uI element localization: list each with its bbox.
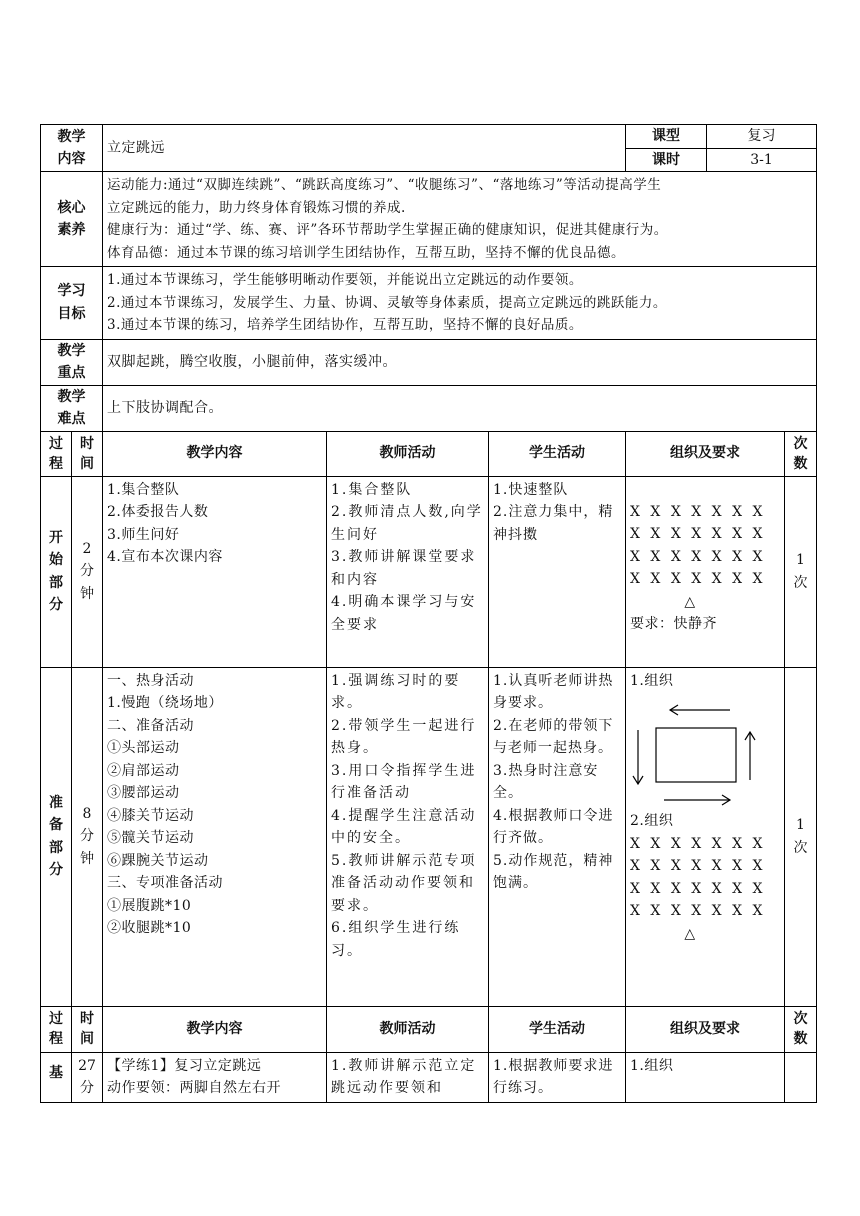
phase-start: 开 始 部 分 bbox=[41, 476, 72, 667]
arrow-down-icon bbox=[633, 730, 643, 784]
lesson-period-label: 课时 bbox=[626, 148, 707, 172]
formation-row: X X X X X X X bbox=[630, 548, 766, 565]
time-start: 2 分 钟 bbox=[72, 476, 103, 667]
col-content: 教学内容 bbox=[103, 1006, 327, 1052]
goal-line: 3.通过本节课的练习，培养学生团结协作，互帮互助，坚持不懈的良好品质。 bbox=[107, 317, 583, 333]
field-rect bbox=[656, 728, 736, 782]
count-prep: 1 次 bbox=[785, 667, 817, 1006]
formation-row: X X X X X X X bbox=[630, 903, 766, 919]
difficulty-label: 教学难点 bbox=[41, 385, 103, 431]
arrow-right-icon bbox=[664, 795, 730, 805]
list-item: 二、准备活动 bbox=[107, 717, 194, 734]
col-process: 过程 bbox=[41, 1006, 72, 1052]
key-points-label: 教学重点 bbox=[41, 339, 103, 385]
list-item: 6.组织学生进行练习。 bbox=[331, 920, 461, 959]
lesson-plan-table bbox=[40, 124, 817, 1103]
phase-basic: 基 bbox=[41, 1052, 72, 1102]
list-item: 4.提醒学生注意活动中的安全。 bbox=[331, 807, 477, 846]
basic-org bbox=[626, 1052, 785, 1102]
col-student: 学生活动 bbox=[489, 1006, 626, 1052]
col-org: 组织及要求 bbox=[626, 1006, 785, 1052]
list-item: 5.动作规范，精神饱满。 bbox=[493, 852, 614, 891]
list-item: 4.明确本课学习与安全要求 bbox=[331, 594, 477, 633]
list-item: 2.带领学生一起进行热身。 bbox=[331, 717, 477, 756]
count-basic bbox=[785, 1052, 817, 1102]
running-route-diagram bbox=[630, 692, 780, 810]
start-org bbox=[626, 476, 785, 667]
list-item: 3.教师讲解课堂要求和内容 bbox=[331, 549, 477, 588]
basic-content bbox=[103, 1052, 327, 1102]
teacher-position-icon: △ bbox=[684, 925, 696, 942]
list-item: 一、热身活动 bbox=[107, 672, 194, 689]
col-org: 组织及要求 bbox=[626, 431, 785, 476]
list-item: 3.热身时注意安全。 bbox=[493, 762, 599, 801]
list-item: 2.教师清点人数,向学生问好 bbox=[331, 504, 483, 543]
goal-line: 2.通过本节课练习，发展学生、力量、协调、灵敏等身体素质，提高立定跳远的跳跃能力。 bbox=[107, 294, 667, 311]
list-item: ①头部运动 bbox=[107, 740, 180, 756]
list-item: 3.师生问好 bbox=[107, 526, 180, 543]
formation-row: X X X X X X X bbox=[630, 571, 766, 587]
list-item: 2.在老师的带领下与老师一起热身。 bbox=[493, 717, 614, 756]
start-teacher bbox=[327, 476, 489, 667]
core-label: 核心素养 bbox=[41, 172, 103, 267]
core-line: 体育品德：通过本节课的练习培训学生团结协作，互帮互助，坚持不懈的优良品德。 bbox=[107, 244, 625, 261]
start-content bbox=[103, 476, 327, 667]
core-content bbox=[103, 172, 817, 267]
list-item: 2.注意力集中，精神抖擞 bbox=[493, 504, 614, 543]
col-process: 过程 bbox=[41, 431, 72, 476]
running-route-svg bbox=[630, 692, 780, 810]
list-item: 1.集合整队 bbox=[107, 481, 180, 498]
start-student bbox=[489, 476, 626, 667]
list-item: 3.用口令指挥学生进行准备活动 bbox=[331, 762, 477, 801]
list-item: 1.根据教师要求进行练习。 bbox=[493, 1057, 614, 1096]
prep-student bbox=[489, 667, 626, 1006]
list-item: ⑥踝腕关节运动 bbox=[107, 852, 209, 869]
list-item: 动作要领：两脚自然左右开 bbox=[107, 1080, 281, 1096]
col-count: 次数 bbox=[785, 431, 817, 476]
list-item: 5.教师讲解示范专项准备活动动作要领和要求。 bbox=[331, 852, 477, 914]
list-item: ④膝关节运动 bbox=[107, 807, 194, 824]
list-item: 4.宣布本次课内容 bbox=[107, 549, 223, 565]
list-item: 【学练1】复习立定跳远 bbox=[107, 1057, 262, 1074]
prep-org bbox=[626, 667, 785, 1006]
list-item: 三、专项准备活动 bbox=[107, 875, 223, 891]
col-teacher: 教师活动 bbox=[327, 431, 489, 476]
list-item: 1.集合整队 bbox=[331, 481, 413, 498]
col-teacher: 教师活动 bbox=[327, 1006, 489, 1052]
list-item: 1.教师讲解示范立定跳远动作要领和 bbox=[331, 1057, 477, 1096]
col-content: 教学内容 bbox=[103, 431, 327, 476]
list-item: 1.强调练习时的要求。 bbox=[331, 672, 461, 711]
list-item: ③腰部运动 bbox=[107, 785, 180, 801]
core-line: 运动能力:通过“双脚连续跳”、“跳跃高度练习”、“收腿练习”、“落地练习”等活动提高学生 bbox=[107, 177, 662, 193]
list-item: ②肩部运动 bbox=[107, 762, 180, 779]
col-count: 次数 bbox=[785, 1006, 817, 1052]
phase-prep: 准 备 部 分 bbox=[41, 667, 72, 1006]
list-item: ①展腹跳*10 bbox=[107, 897, 192, 914]
basic-student bbox=[489, 1052, 626, 1102]
formation-row: X X X X X X X bbox=[630, 526, 766, 542]
goals-label: 学习目标 bbox=[41, 267, 103, 340]
lesson-type-label: 课型 bbox=[626, 125, 707, 149]
list-item: 2.体委报告人数 bbox=[107, 504, 209, 520]
list-item: 4.根据教师口令进行齐做。 bbox=[493, 807, 614, 846]
content-label: 教学内容 bbox=[41, 125, 103, 172]
formation-row: X X X X X X X bbox=[630, 880, 766, 897]
org-label: 1.组织 bbox=[630, 672, 674, 689]
arrow-left-icon bbox=[670, 705, 730, 715]
org-label: 1.组织 bbox=[630, 1057, 674, 1074]
formation-row: X X X X X X X bbox=[630, 503, 766, 520]
core-line: 立定跳远的能力，助力终身体育锻炼习惯的养成. bbox=[107, 199, 406, 216]
col-student: 学生活动 bbox=[489, 431, 626, 476]
goal-line: 1.通过本节课练习，学生能够明晰动作要领，并能说出立定跳远的动作要领。 bbox=[107, 272, 583, 288]
list-item: 1.慢跑（绕场地） bbox=[107, 695, 223, 711]
lesson-period-value: 3-1 bbox=[707, 148, 817, 172]
core-line: 健康行为：通过“学、练、赛、评”各环节帮助学生掌握正确的健康知识，促进其健康行为。 bbox=[107, 222, 668, 238]
time-prep: 8 分 钟 bbox=[72, 667, 103, 1006]
org-label: 2.组织 bbox=[630, 813, 674, 829]
basic-teacher bbox=[327, 1052, 489, 1102]
prep-content bbox=[103, 667, 327, 1006]
col-time: 时间 bbox=[72, 1006, 103, 1052]
content-value: 立定跳远 bbox=[103, 125, 626, 172]
arrow-up-icon bbox=[745, 732, 755, 780]
col-time: 时间 bbox=[72, 431, 103, 476]
time-basic: 27 分 bbox=[72, 1052, 103, 1102]
formation-row: X X X X X X X bbox=[630, 835, 766, 852]
list-item: ⑤髋关节运动 bbox=[107, 830, 194, 846]
key-points-value: 双脚起跳，腾空收腹，小腿前伸，落实缓冲。 bbox=[103, 339, 817, 385]
prep-teacher bbox=[327, 667, 489, 1006]
goals-content bbox=[103, 267, 817, 340]
lesson-type-value: 复习 bbox=[707, 125, 817, 149]
difficulty-value: 上下肢协调配合。 bbox=[103, 385, 817, 431]
formation-row: X X X X X X X bbox=[630, 858, 766, 874]
list-item: 1.快速整队 bbox=[493, 481, 569, 498]
count-start: 1 次 bbox=[785, 476, 817, 667]
list-item: ②收腿跳*10 bbox=[107, 920, 192, 936]
teacher-position-icon: △ bbox=[684, 593, 696, 610]
requirement-text: 要求：快静齐 bbox=[630, 615, 718, 632]
list-item: 1.认真听老师讲热身要求。 bbox=[493, 672, 614, 711]
